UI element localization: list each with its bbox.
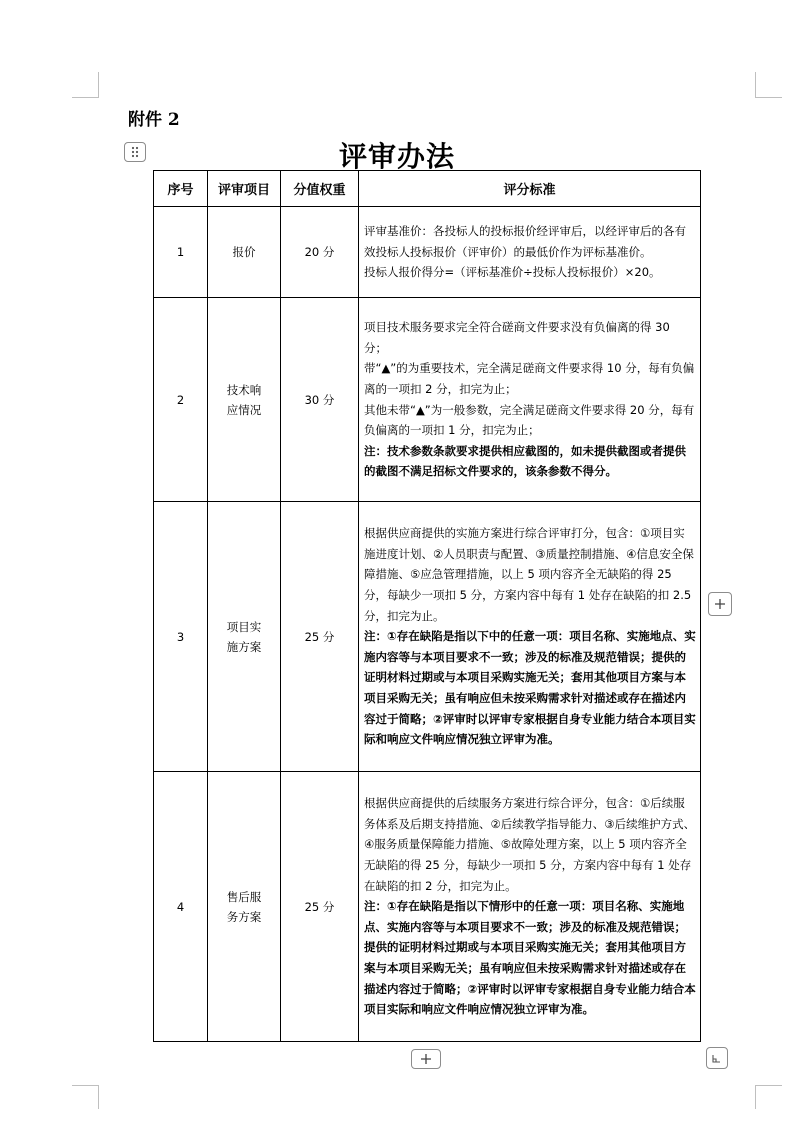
row-no: 4: [154, 772, 208, 1042]
row-item-text: 售后服务方案: [226, 889, 262, 924]
row-item: [208, 298, 281, 502]
crop-mark-bottom-left-h: [72, 1085, 99, 1086]
table-row: [154, 772, 701, 1042]
crop-mark-bottom-right-h: [755, 1085, 782, 1086]
row-criteria: [359, 298, 701, 502]
criteria-line: 项目技术服务要求完全符合磋商文件要求没有负偏离的得 30 分；: [364, 320, 670, 355]
table-row: [154, 502, 701, 772]
move-handle-icon: [130, 146, 140, 158]
table-resize-handle[interactable]: [706, 1047, 728, 1069]
row-item-text: 项目实施方案: [226, 619, 262, 654]
crop-mark-bottom-left-v: [98, 1085, 99, 1109]
row-no: 3: [154, 502, 208, 772]
row-no: 2: [154, 298, 208, 502]
add-row-button[interactable]: [411, 1049, 441, 1069]
resize-corner-icon: [711, 1052, 723, 1064]
row-item-text: 技术响应情况: [226, 382, 262, 417]
header-no: 序号: [154, 171, 208, 207]
table-move-handle[interactable]: [124, 142, 146, 162]
row-criteria: [359, 772, 701, 1042]
row-weight: 30 分: [281, 298, 359, 502]
plus-icon: [714, 598, 726, 610]
header-criteria: 评分标准: [359, 171, 701, 207]
row-item: 报价: [208, 207, 281, 298]
table-row: [154, 298, 701, 502]
header-item: 评审项目: [208, 171, 281, 207]
criteria-line: 根据供应商提供的后续服务方案进行综合评分，包含：①后续服务体系及后期支持措施、②后续教学指导能力、③后续维护方式、④服务质量保障能力措施、⑤故障处理方案，以上 5 项内容齐全无缺陷的得 25 分，每缺少一项扣 5 分，方案内容中每有 1 处存在缺陷的扣 2 分，扣完为止。: [364, 796, 696, 893]
crop-mark-top-right-h: [755, 97, 782, 98]
header-weight: 分值权重: [281, 171, 359, 207]
table-row: [154, 207, 701, 298]
row-weight: 20 分: [281, 207, 359, 298]
row-weight: 25 分: [281, 502, 359, 772]
row-no: 1: [154, 207, 208, 298]
scoring-table: [153, 170, 701, 1042]
criteria-line: 其他未带“▲”为一般参数，完全满足磋商文件要求得 20 分，每有负偏离的一项扣 1 分，扣完为止；: [364, 402, 695, 438]
criteria-note: 注：①存在缺陷是指以下中的任意一项：项目名称、实施地点、实施内容等与本项目要求不一致；涉及的标准及规范错误；提供的证明材料过期或与本项目采购实施无关；套用其他项目方案与本项目采购无关；虽有响应但未按采购需求针对描述或存在描述内容过于简略；②评审时以评审专家根据自身专业能力结合本项目实际和响应文件响应情况独立评审为准。: [364, 629, 696, 747]
crop-mark-top-left-h: [72, 97, 99, 98]
crop-mark-top-left-v: [98, 72, 99, 98]
row-item: [208, 502, 281, 772]
row-criteria: [359, 207, 701, 298]
attachment-label: 附件 2: [128, 110, 180, 130]
crop-mark-bottom-right-v: [755, 1085, 756, 1109]
criteria-line: 带“▲”的为重要技术，完全满足磋商文件要求得 10 分，每有负偏离的一项扣 2 分，扣完为止；: [364, 361, 695, 396]
criteria-line: 投标人报价得分=（评标基准价÷投标人投标报价）×20。: [364, 265, 661, 280]
plus-icon: [420, 1053, 432, 1065]
criteria-line: 评审基准价：各投标人的投标报价经评审后，以经评审后的各有效投标人投标报价（评审价）的最低价作为评标基准价。: [364, 224, 686, 259]
crop-mark-top-right-v: [755, 72, 756, 98]
document-title: 评审办法: [338, 140, 455, 173]
add-column-button[interactable]: [708, 592, 732, 616]
criteria-note: 注：①存在缺陷是指以下情形中的任意一项：项目名称、实施地点、实施内容等与本项目要求不一致；涉及的标准及规范错误；提供的证明材料过期或与本项目采购实施无关；套用其他项目方案与本项目采购无关；虽有响应但未按采购需求针对描述或存在描述内容过于简略；②评审时以评审专家根据自身专业能力结合本项目实际和响应文件响应情况独立评审为准。: [364, 899, 696, 1017]
criteria-line: 根据供应商提供的实施方案进行综合评审打分，包含：①项目实施进度计划、②人员职责与配置、③质量控制措施、④信息安全保障措施、⑤应急管理措施，以上 5 项内容齐全无缺陷的得 25 分，每缺少一项扣 5 分，方案内容中每有 1 处存在缺陷的扣 2.5 分，扣完为止。: [364, 526, 694, 623]
criteria-note: 注：技术参数条款要求提供相应截图的，如未提供截图或者提供的截图不满足招标文件要求的，该条参数不得分。: [364, 443, 686, 479]
row-criteria: [359, 502, 701, 772]
row-weight: 25 分: [281, 772, 359, 1042]
table-header-row: [154, 171, 701, 207]
row-item: [208, 772, 281, 1042]
